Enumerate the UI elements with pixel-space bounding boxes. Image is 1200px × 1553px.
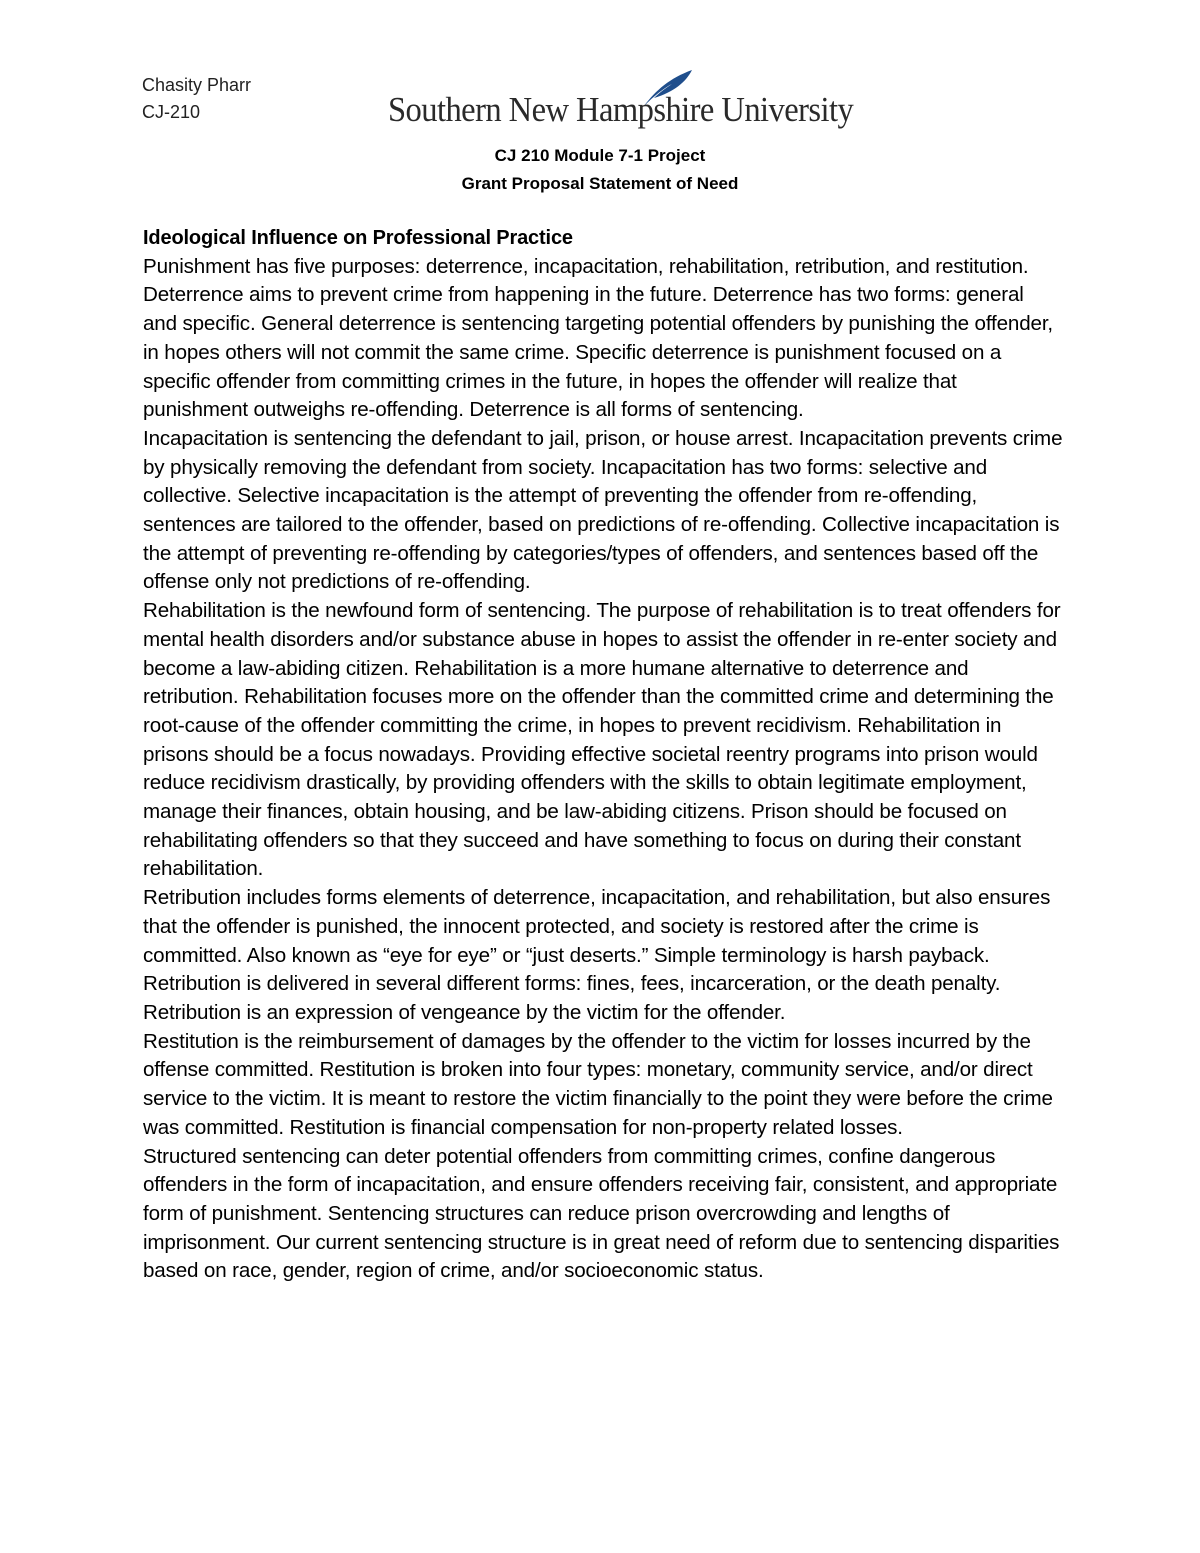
author-name: Chasity Pharr	[142, 75, 252, 95]
paragraph-deterrence: Deterrence aims to prevent crime from happening in the future. Deterrence has two forms: general and specific. General deterrence is sentencing targeting potential offenders by punishing the offender, in hopes others will not commit the same crime. Specific deterrence is punishment focused on a specific offender from committing crimes in the future, in hopes the offender will realize that punishment outweighs re-offending. Deterrence is all forms of sentencing.	[143, 283, 1053, 422]
paragraph-incapacitation: Incapacitation is sentencing the defendant to jail, prison, or house arrest. Incapacitation prevents crime by physically removing the defendant from society. Incapacitation has two forms: selective and collective. Selective incapacitation is the attempt of preventing the offender from re-offending, sentences are tailored to the offender, based on predictions of re-offending. Collective incapacitation is the attempt of preventing re-offending by categories/types of offenders, and sentences based off the offense only not predictions of re-offending.	[143, 426, 1063, 594]
section-heading: Ideological Influence on Professional Practice	[143, 227, 573, 249]
document-body	[143, 224, 1063, 1286]
author-block	[142, 72, 251, 126]
paragraph-retribution: Retribution includes forms elements of deterrence, incapacitation, and rehabilitation, but also ensures that the offender is punished, the innocent protected, and society is restored after the crime is committed. Also known as “eye for eye” or “just deserts.” Simple terminology is harsh payback. Retribution is delivered in several different forms: fines, fees, incarceration, or the death penalty. Retribution is an expression of vengeance by the victim for the offender.	[143, 886, 1051, 1024]
paragraph-purposes: Punishment has five purposes: deterrence, incapacitation, rehabilitation, retribution, and restitution.	[143, 254, 1029, 278]
paragraph-restitution: Restitution is the reimbursement of damages by the offender to the victim for losses incurred by the offense committed. Restitution is broken into four types: monetary, community service, and/or direct service to the victim. It is meant to restore the victim financially to the point they were before the crime was committed. Restitution is financial compensation for non-property related losses.	[143, 1029, 1053, 1139]
university-logo	[388, 68, 854, 138]
course-code: CJ-210	[142, 102, 201, 122]
logo-text: Southern New Hampshire University	[388, 90, 854, 129]
paragraph-rehabilitation: Rehabilitation is the newfound form of sentencing. The purpose of rehabilitation is to treat offenders for mental health disorders and/or substance abuse in hopes to assist the offender in re-enter society and become a law-abiding citizen. Rehabilitation is a more humane alternative to deterrence and retribution. Rehabilitation focuses more on the offender than the committed crime and determining the root-cause of the offender committing the crime, in hopes to prevent recidivism. Rehabilitation in prisons should be a focus nowadays. Providing effective societal reentry programs into prison would reduce recidivism drastically, by providing offenders with the skills to obtain legitimate employment, manage their finances, obtain housing, and be law-abiding citizens. Prison should be focused on rehabilitating offenders so that they succeed and have something to focus on during their constant rehabilitation.	[143, 599, 1061, 881]
document-title: CJ 210 Module 7-1 Project	[494, 146, 706, 165]
document-subtitle: Grant Proposal Statement of Need	[461, 174, 739, 193]
paragraph-structured-sentencing: Structured sentencing can deter potential offenders from committing crimes, confine dangerous offenders in the form of incapacitation, and ensure offenders receiving fair, consistent, and appropriate form of punishment. Sentencing structures can reduce prison overcrowding and lengths of imprisonment. Our current sentencing structure is in great need of reform due to sentencing disparities based on race, gender, region of crime, and/or socioeconomic status.	[143, 1144, 1060, 1283]
